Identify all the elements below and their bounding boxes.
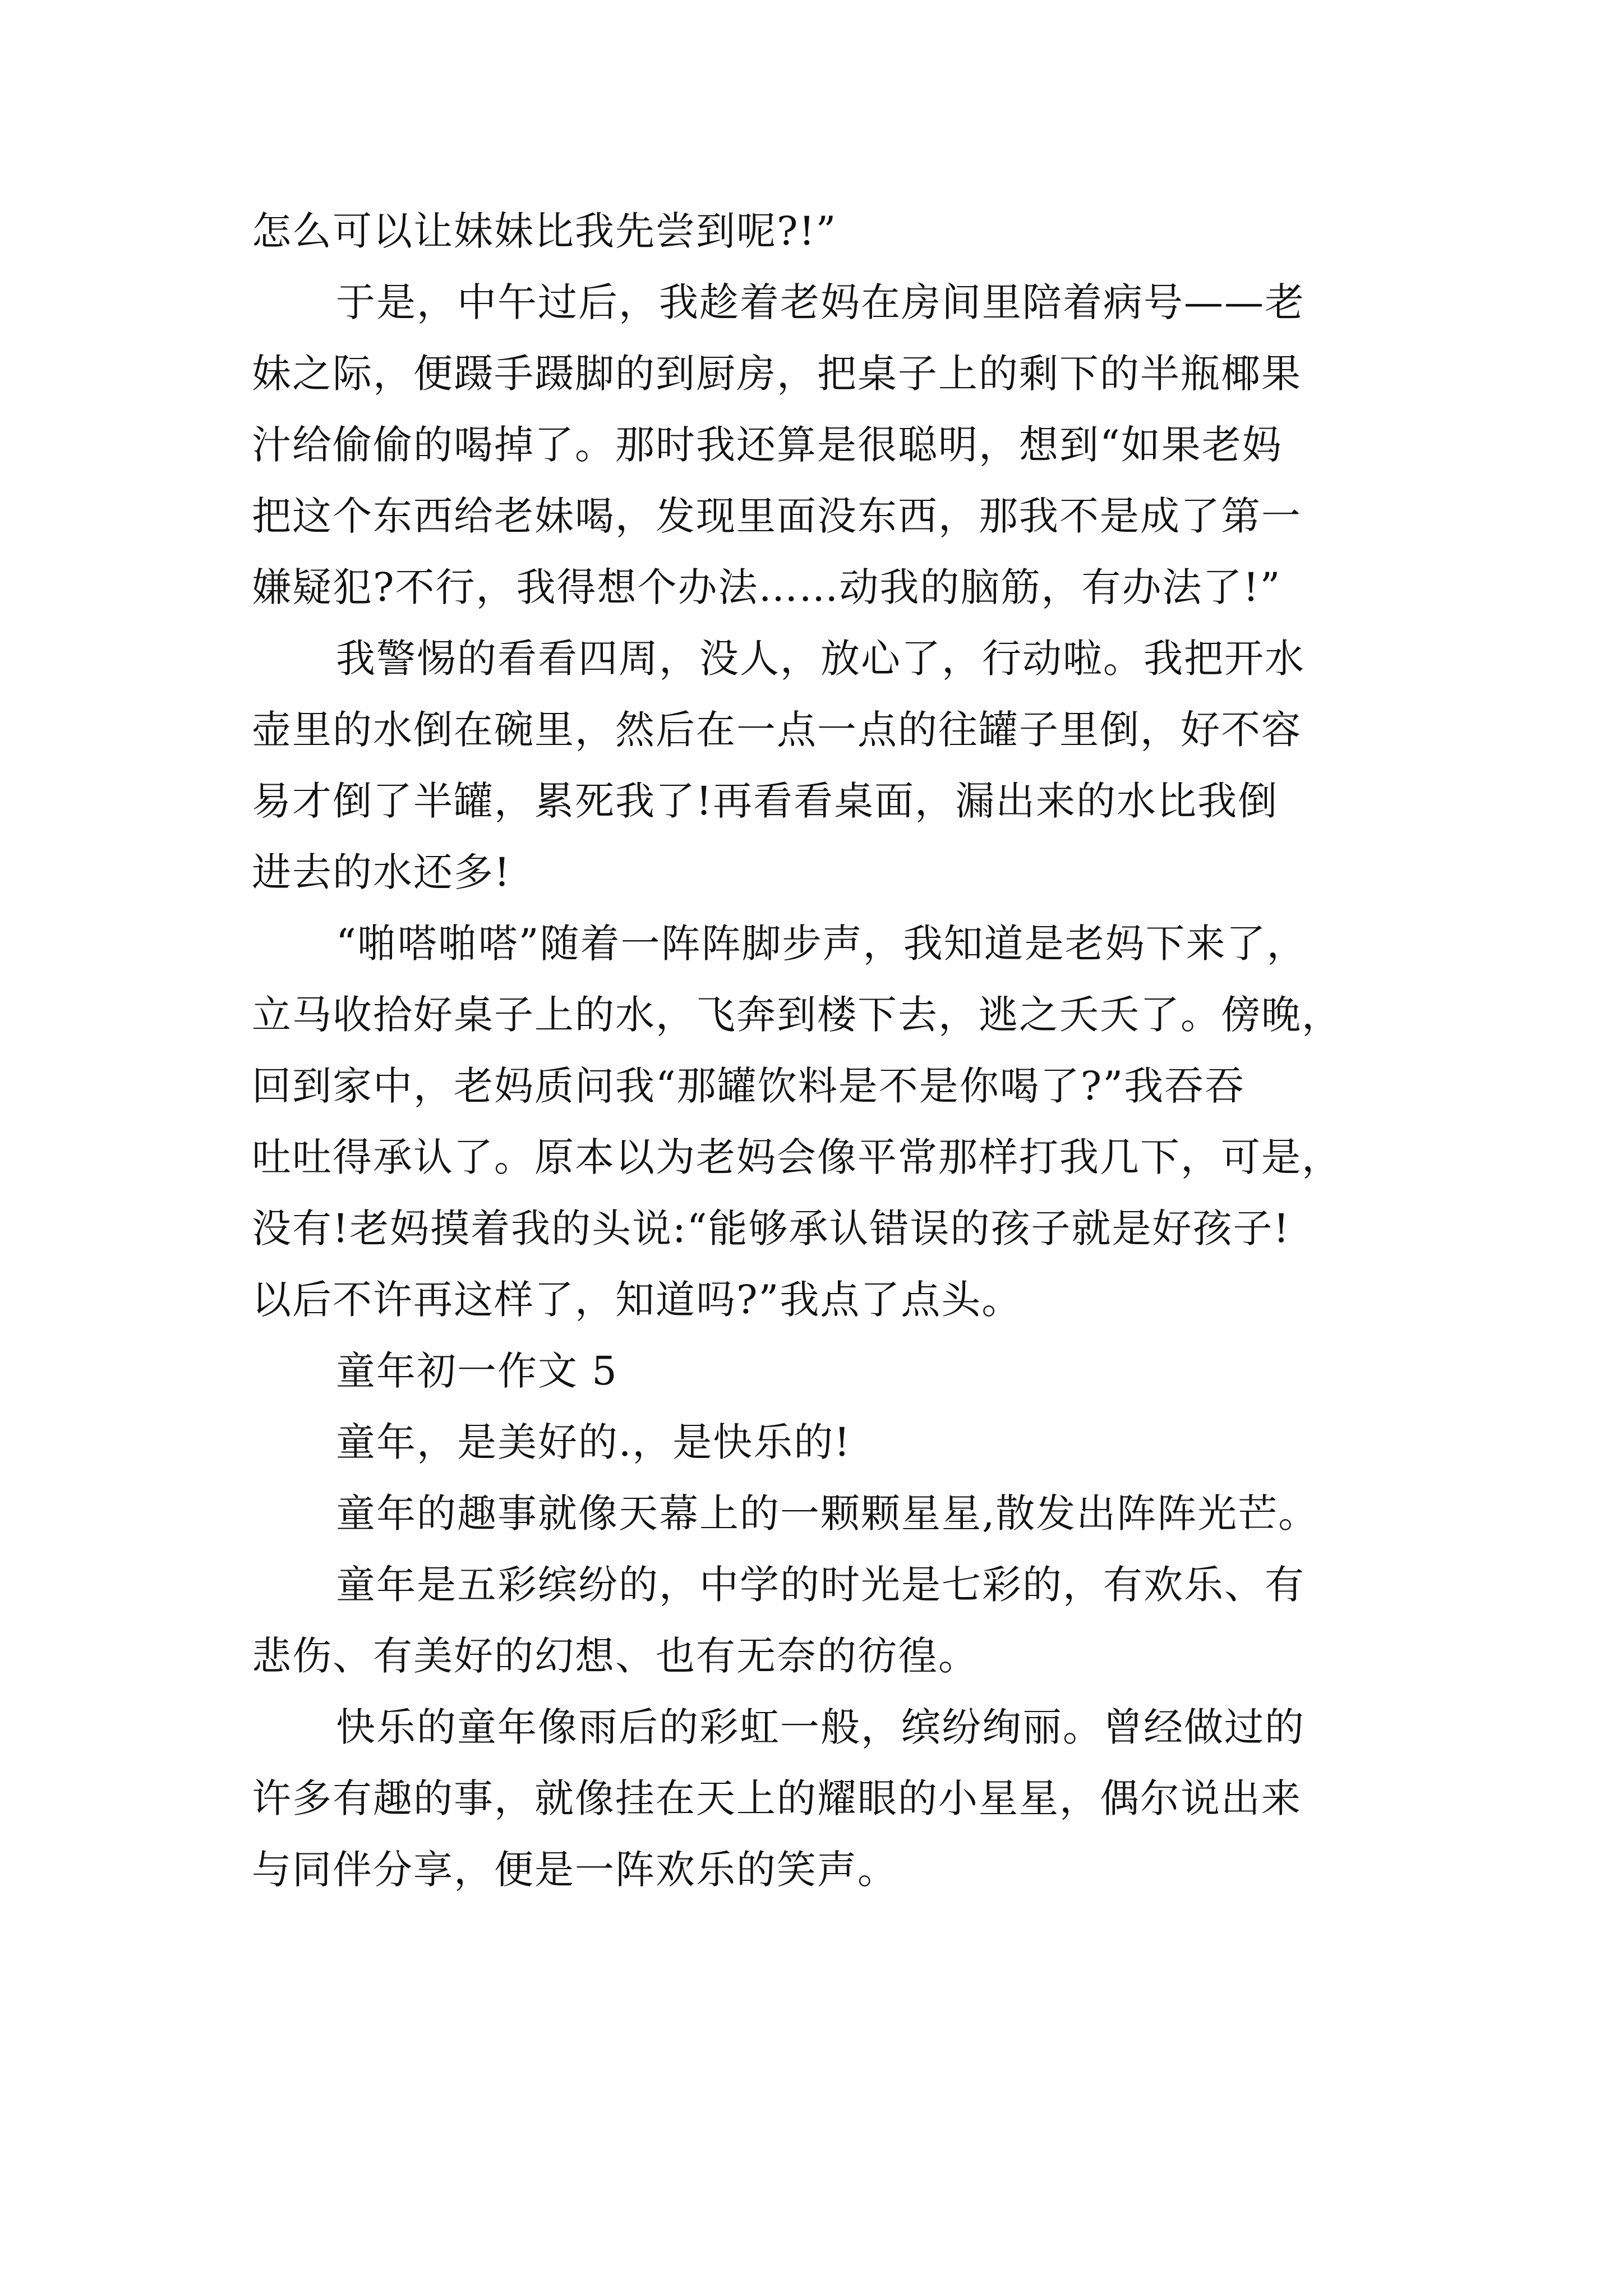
text-line: 我警惕的看看四周，没人，放心了，行动啦。我把开水 [336, 636, 1305, 682]
text-line: 妹之际，便蹑手蹑脚的到厨房，把桌子上的剩下的半瓶椰果 [252, 351, 1302, 397]
text-line: 立马收拾好桌子上的水，飞奔到楼下去，逃之夭夭了。傍晚， [252, 992, 1342, 1038]
text-line: “啪嗒啪嗒”随着一阵阵脚步声，我知道是老妈下来了， [336, 921, 1307, 967]
text-line: 怎么可以让妹妹比我先尝到呢?!” [252, 208, 837, 254]
text-line: 进去的水还多! [252, 849, 511, 895]
text-line: 汁给偷偷的喝掉了。那时我还算是很聪明，想到“如果老妈 [252, 422, 1283, 468]
text-line: 以后不许再这样了，知道吗?”我点了点头。 [252, 1277, 1022, 1323]
text-line: 把这个东西给老妹喝，发现里面没东西，那我不是成了第一 [252, 493, 1302, 539]
text-line: 壶里的水倒在碗里，然后在一点一点的往罐子里倒，好不容 [252, 707, 1302, 753]
text-line: 没有!老妈摸着我的头说:“能够承认错误的孩子就是好孩子! [252, 1205, 1290, 1251]
text-line: 童年是五彩缤纷的，中学的时光是七彩的，有欢乐、有 [336, 1562, 1305, 1608]
text-line: 快乐的童年像雨后的彩虹一般，缤纷绚丽。曾经做过的 [336, 1704, 1305, 1750]
text-line: 与同伴分享，便是一阵欢乐的笑声。 [252, 1847, 898, 1893]
text-line: 易才倒了半罐，累死我了!再看看桌面，漏出来的水比我倒 [252, 778, 1279, 824]
text-line: 许多有趣的事，就像挂在天上的耀眼的小星星，偶尔说出来 [252, 1775, 1302, 1821]
text-line: 嫌疑犯?不行，我得想个办法……动我的脑筋，有办法了!” [252, 564, 1281, 610]
text-line: 童年的趣事就像天幕上的一颗颗星星,散发出阵阵光芒。 [336, 1490, 1319, 1536]
text-line: 吐吐得承认了。原本以为老妈会像平常那样打我几下，可是， [252, 1134, 1342, 1180]
text-line: 于是，中午过后，我趁着老妈在房间里陪着病号——老 [336, 279, 1305, 325]
section-heading: 童年初一作文 5 [336, 1348, 618, 1394]
text-line: 童年，是美好的.，是快乐的! [336, 1419, 851, 1465]
text-line: 回到家中，老妈质问我“那罐饮料是不是你喝了?”我吞吞 [252, 1063, 1246, 1109]
text-line: 悲伤、有美好的幻想、也有无奈的彷徨。 [252, 1633, 979, 1679]
